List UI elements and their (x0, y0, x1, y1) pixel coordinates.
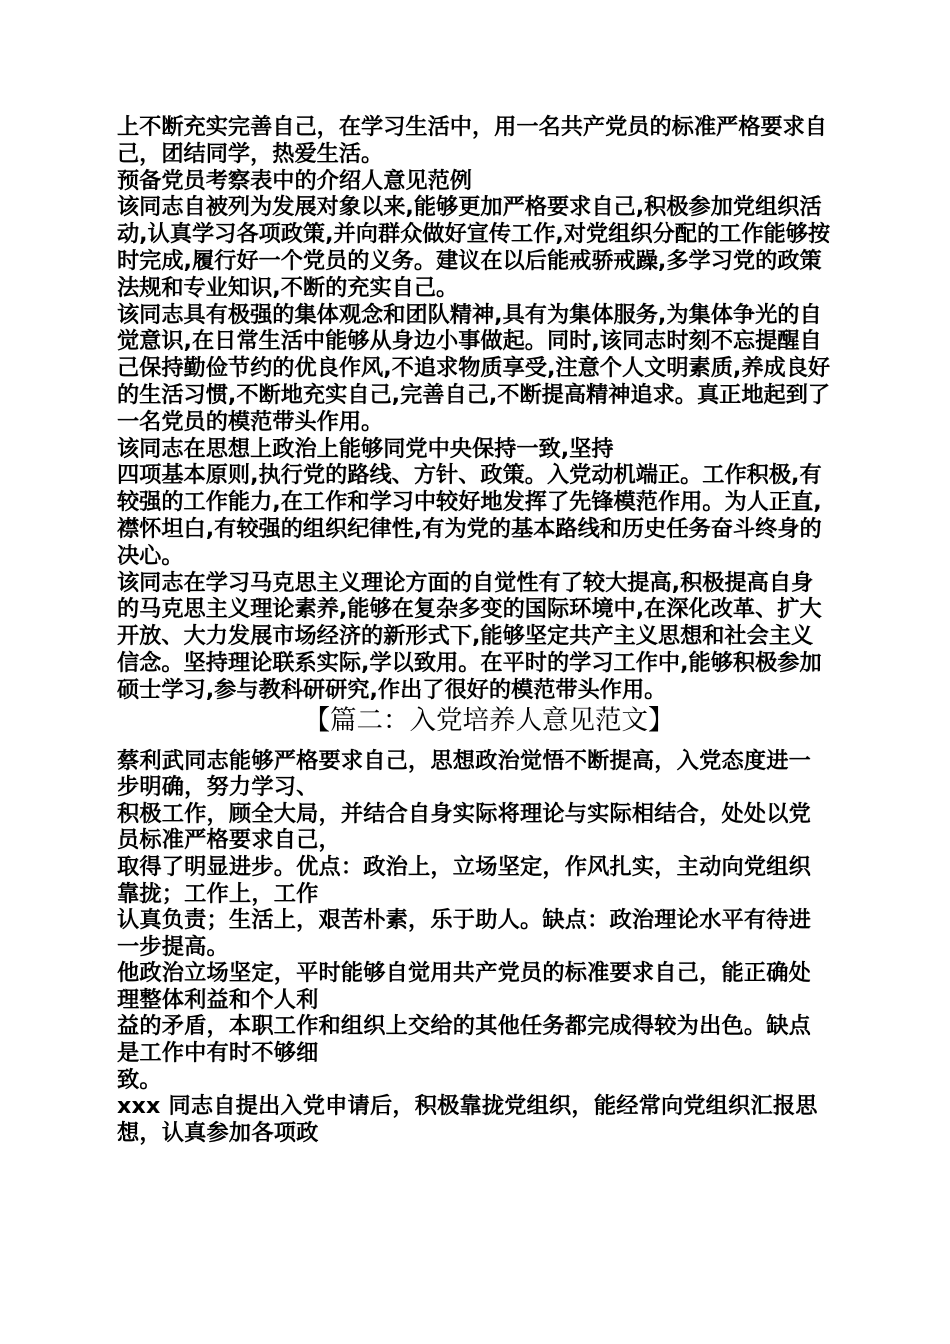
section-introducer-opinions (117, 114, 833, 704)
section-trainer-opinions (117, 748, 833, 1147)
paragraph-line-8: xxx 同志自提出入党申请后，积极靠拢党组织，能经常向党组织汇报思想，认真参加各项政 (117, 1093, 818, 1146)
paragraph-intro-end: 上不断充实完善自己，在学习生活中，用一名共产党员的标准严格要求自己，团结同学，热爱生活。 (117, 114, 827, 167)
section-heading: 【篇二：入党培养人意见范文】 (303, 704, 675, 736)
paragraph-line-2: 积极工作，顾全大局，并结合自身实际将理论与实际相结合，处处以党员标准严格要求自己， (117, 800, 812, 854)
document-page (117, 114, 833, 1146)
paragraph-opinion-1: 该同志自被列为发展对象以来,能够更加严格要求自己,积极参加党组织活动,认真学习各项政策,并向群众做好宣传工作,对党组织分配的工作能够按时完成,履行好一个党员的义务。建议在以后能戒骄戒躁,多学习党的政策法规和专业知识,不断的充实自己。 (117, 194, 831, 301)
paragraph-opinion-3-cont: 四项基本原则,执行党的路线、方针、政策。入党动机端正。工作积极,有较强的工作能力,在工作和学习中较好地发挥了先锋模范作用。为人正直,襟怀坦白,有较强的组织纪律性,有为党的基本路线和历史任务奋斗终身的决心。 (117, 462, 822, 569)
subheading-introducer-examples: 预备党员考察表中的介绍人意见范例 (117, 167, 472, 194)
paragraph-line-4: 认真负责；生活上，艰苦朴素，乐于助人。缺点：政治理论水平有待进一步提高。 (117, 907, 812, 960)
paragraph-opinion-3-start: 该同志在思想上政治上能够同党中央保持一致,坚持 (117, 435, 614, 462)
paragraph-line-1: 蔡利武同志能够严格要求自己，思想政治觉悟不断提高，入党态度进一步明确，努力学习、 (117, 747, 812, 801)
paragraph-opinion-4: 该同志在学习马克思主义理论方面的自觉性有了较大提高,积极提高自身的马克思主义理论素养,能够在复杂多变的国际环境中,在深化改革、扩大开放、大力发展市场经济的新形式下,能够坚定共产主义思想和社会主义信念。坚持理论联系实际,学以致用。在平时的学习工作中,能够积极参加硕士学习,参与教科研研究,作出了很好的模范带头作用。 (117, 569, 822, 703)
paragraph-line-3: 取得了明显进步。优点：政治上，立场坚定，作风扎实，主动向党组织靠拢；工作上，工作 (117, 853, 812, 907)
paragraph-opinion-2: 该同志具有极强的集体观念和团队精神,具有为集体服务,为集体争光的自觉意识,在日常生活中能够从身边小事做起。同时,该同志时刻不忘提醒自己保持勤俭节约的优良作风,不追求物质享受,注意个人文明素质,养成良好的生活习惯,不断地充实自己,完善自己,不断提高精神追求。真正地起到了一名党员的模范带头作用。 (117, 301, 831, 435)
paragraph-line-5: 他政治立场坚定，平时能够自觉用共产党员的标准要求自己，能正确处理整体利益和个人利 (117, 960, 812, 1013)
paragraph-line-7: 致。 (117, 1066, 162, 1093)
paragraph-line-6: 益的矛盾，本职工作和组织上交给的其他任务都完成得较为出色。缺点是工作中有时不够细 (117, 1013, 812, 1067)
